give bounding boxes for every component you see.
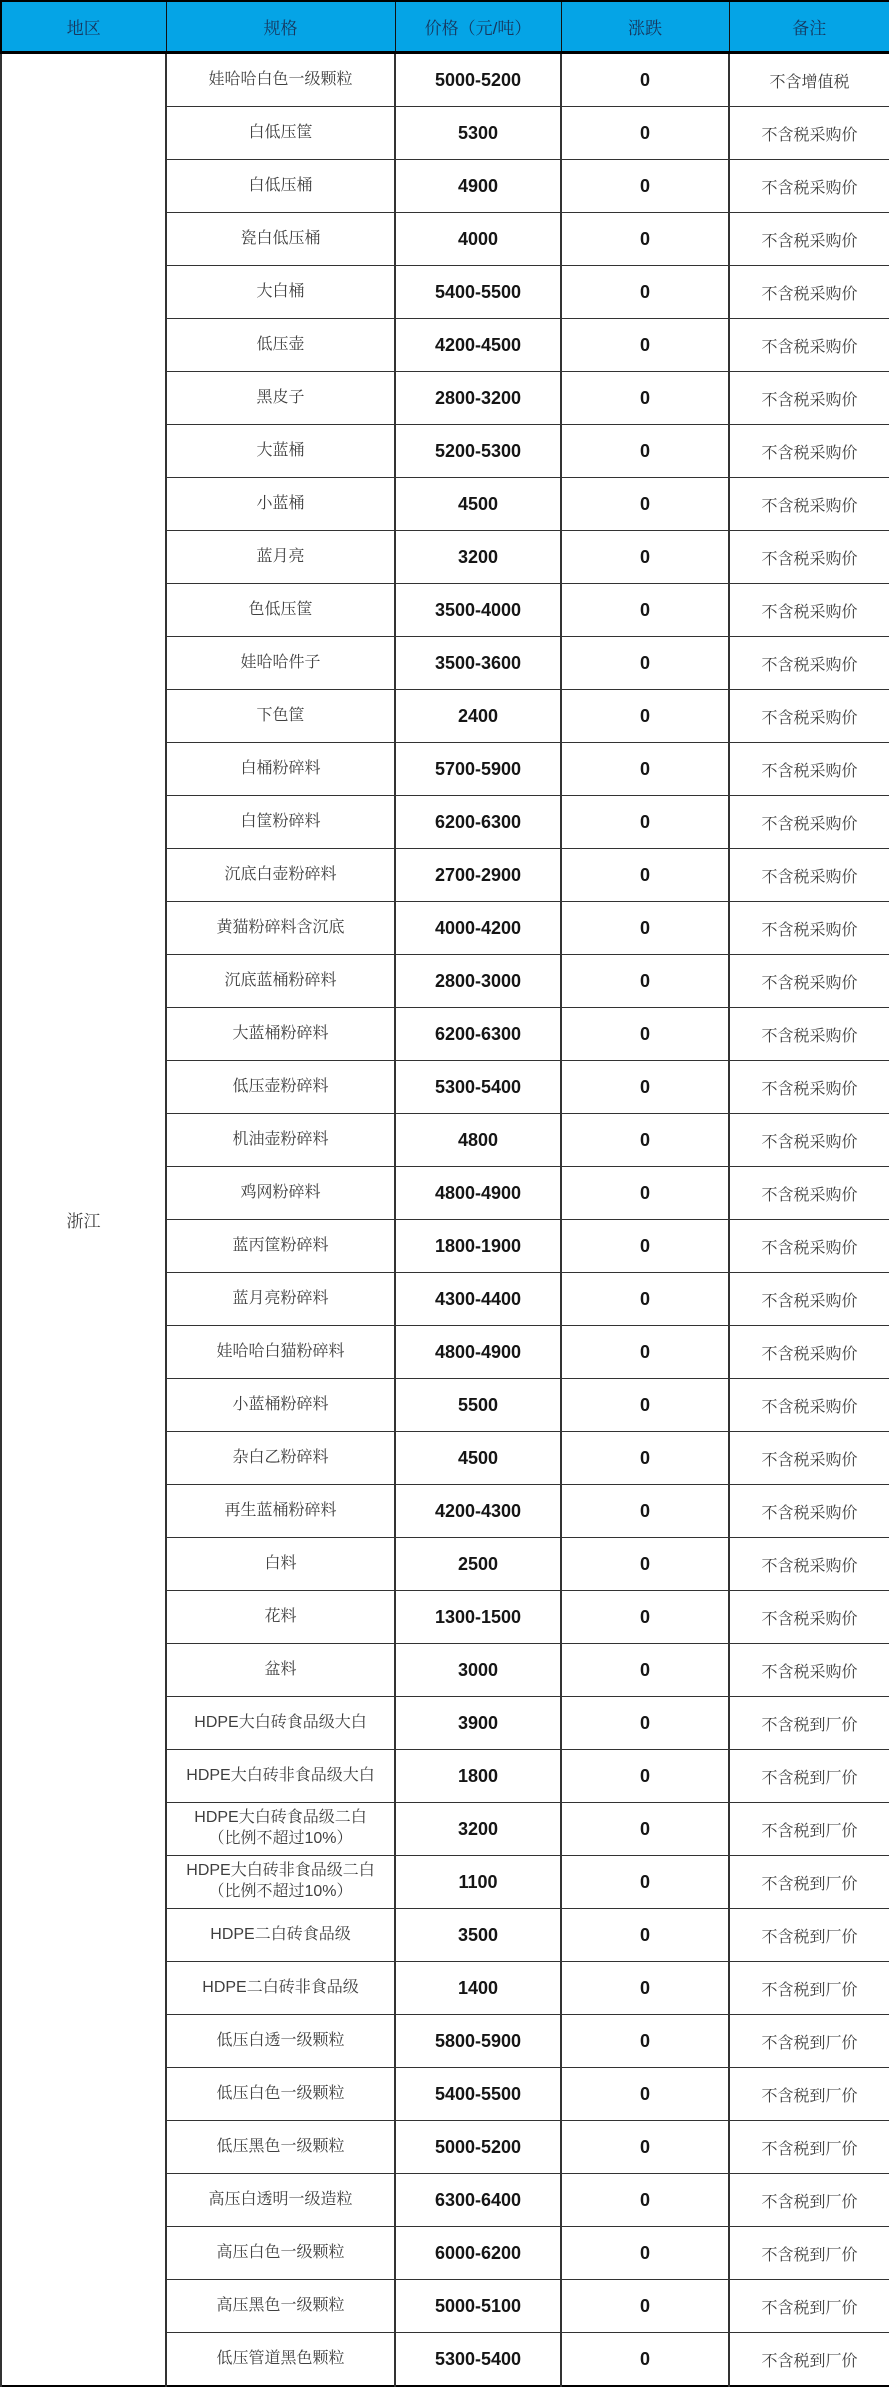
price-cell: 5700-5900	[395, 743, 561, 796]
spec-cell: 下色筐	[166, 690, 395, 743]
spec-cell: 杂白乙粉碎料	[166, 1432, 395, 1485]
spec-cell: 高压白透明一级造粒	[166, 2174, 395, 2227]
change-cell: 0	[561, 1962, 729, 2015]
note-cell: 不含税采购价	[729, 690, 889, 743]
spec-cell: 蓝月亮粉碎料	[166, 1273, 395, 1326]
change-cell: 0	[561, 1856, 729, 1909]
price-cell: 2800-3200	[395, 372, 561, 425]
spec-cell: HDPE二白砖食品级	[166, 1909, 395, 1962]
note-cell: 不含税到厂价	[729, 2068, 889, 2121]
note-cell: 不含税采购价	[729, 531, 889, 584]
header-cell-change: 涨跌	[561, 1, 729, 53]
table-row	[1, 53, 889, 107]
spec-cell: 低压壶粉碎料	[166, 1061, 395, 1114]
price-cell: 6300-6400	[395, 2174, 561, 2227]
price-cell: 3500	[395, 1909, 561, 1962]
change-cell: 0	[561, 1591, 729, 1644]
spec-cell: HDPE大白砖食品级大白	[166, 1697, 395, 1750]
change-cell: 0	[561, 1538, 729, 1591]
price-cell: 4800-4900	[395, 1167, 561, 1220]
price-cell: 5300	[395, 107, 561, 160]
change-cell: 0	[561, 213, 729, 266]
price-cell: 6000-6200	[395, 2227, 561, 2280]
change-cell: 0	[561, 1167, 729, 1220]
spec-cell: 大白桶	[166, 266, 395, 319]
spec-cell: 鸡网粉碎料	[166, 1167, 395, 1220]
price-cell: 2400	[395, 690, 561, 743]
spec-cell: 盆料	[166, 1644, 395, 1697]
note-cell: 不含税采购价	[729, 478, 889, 531]
table-body	[1, 53, 889, 2387]
change-cell: 0	[561, 2068, 729, 2121]
change-cell: 0	[561, 1220, 729, 1273]
change-cell: 0	[561, 372, 729, 425]
note-cell: 不含税采购价	[729, 425, 889, 478]
price-cell: 1100	[395, 1856, 561, 1909]
spec-cell: 机油壶粉碎料	[166, 1114, 395, 1167]
note-cell: 不含税采购价	[729, 584, 889, 637]
price-cell: 5200-5300	[395, 425, 561, 478]
price-cell: 3000	[395, 1644, 561, 1697]
header-row	[1, 1, 889, 53]
note-cell: 不含税到厂价	[729, 2121, 889, 2174]
note-cell: 不含税采购价	[729, 266, 889, 319]
spec-cell: 黄猫粉碎料含沉底	[166, 902, 395, 955]
price-cell: 4500	[395, 1432, 561, 1485]
note-cell: 不含税到厂价	[729, 1697, 889, 1750]
spec-cell: 蓝月亮	[166, 531, 395, 584]
change-cell: 0	[561, 1909, 729, 1962]
note-cell: 不含税采购价	[729, 319, 889, 372]
price-cell: 5800-5900	[395, 2015, 561, 2068]
price-cell: 4000	[395, 213, 561, 266]
price-cell: 3200	[395, 531, 561, 584]
price-cell: 5000-5100	[395, 2280, 561, 2333]
price-cell: 4800	[395, 1114, 561, 1167]
price-cell: 6200-6300	[395, 796, 561, 849]
price-cell: 2700-2900	[395, 849, 561, 902]
spec-cell: 小蓝桶粉碎料	[166, 1379, 395, 1432]
note-cell: 不含税采购价	[729, 372, 889, 425]
spec-cell: 沉底白壶粉碎料	[166, 849, 395, 902]
note-cell: 不含税到厂价	[729, 1962, 889, 2015]
change-cell: 0	[561, 743, 729, 796]
change-cell: 0	[561, 1803, 729, 1856]
spec-cell: 再生蓝桶粉碎料	[166, 1485, 395, 1538]
note-cell: 不含税采购价	[729, 902, 889, 955]
note-cell: 不含税到厂价	[729, 2227, 889, 2280]
change-cell: 0	[561, 107, 729, 160]
note-cell: 不含税到厂价	[729, 2280, 889, 2333]
change-cell: 0	[561, 849, 729, 902]
change-cell: 0	[561, 690, 729, 743]
spec-cell: HDPE大白砖非食品级二白（比例不超过10%）	[166, 1856, 395, 1909]
change-cell: 0	[561, 955, 729, 1008]
change-cell: 0	[561, 1008, 729, 1061]
spec-cell: 大蓝桶粉碎料	[166, 1008, 395, 1061]
note-cell: 不含税采购价	[729, 213, 889, 266]
spec-cell: 色低压筐	[166, 584, 395, 637]
note-cell: 不含增值税	[729, 53, 889, 107]
change-cell: 0	[561, 1061, 729, 1114]
price-cell: 4900	[395, 160, 561, 213]
spec-cell: HDPE二白砖非食品级	[166, 1962, 395, 2015]
spec-cell: 低压黑色一级颗粒	[166, 2121, 395, 2174]
price-cell: 3200	[395, 1803, 561, 1856]
price-cell: 1800-1900	[395, 1220, 561, 1273]
note-cell: 不含税到厂价	[729, 2015, 889, 2068]
change-cell: 0	[561, 1485, 729, 1538]
note-cell: 不含税到厂价	[729, 2174, 889, 2227]
note-cell: 不含税采购价	[729, 1538, 889, 1591]
note-cell: 不含税采购价	[729, 1326, 889, 1379]
price-cell: 3500-3600	[395, 637, 561, 690]
spec-cell: 白低压筐	[166, 107, 395, 160]
spec-cell: HDPE大白砖非食品级大白	[166, 1750, 395, 1803]
spec-cell: 蓝丙筐粉碎料	[166, 1220, 395, 1273]
price-cell: 5300-5400	[395, 2333, 561, 2387]
spec-cell: 黑皮子	[166, 372, 395, 425]
note-cell: 不含税采购价	[729, 743, 889, 796]
change-cell: 0	[561, 1326, 729, 1379]
change-cell: 0	[561, 1697, 729, 1750]
spec-cell: 低压壶	[166, 319, 395, 372]
change-cell: 0	[561, 2333, 729, 2387]
price-cell: 5500	[395, 1379, 561, 1432]
price-cell: 4200-4300	[395, 1485, 561, 1538]
header-cell-spec: 规格	[166, 1, 395, 53]
note-cell: 不含税采购价	[729, 1379, 889, 1432]
change-cell: 0	[561, 2174, 729, 2227]
price-cell: 5300-5400	[395, 1061, 561, 1114]
note-cell: 不含税采购价	[729, 796, 889, 849]
spec-cell: 白料	[166, 1538, 395, 1591]
note-cell: 不含税采购价	[729, 1591, 889, 1644]
spec-cell: 低压白透一级颗粒	[166, 2015, 395, 2068]
spec-cell: 白桶粉碎料	[166, 743, 395, 796]
price-cell: 4300-4400	[395, 1273, 561, 1326]
price-cell: 5400-5500	[395, 266, 561, 319]
change-cell: 0	[561, 1379, 729, 1432]
change-cell: 0	[561, 1750, 729, 1803]
change-cell: 0	[561, 2121, 729, 2174]
price-cell: 1300-1500	[395, 1591, 561, 1644]
price-cell: 3500-4000	[395, 584, 561, 637]
price-cell: 4000-4200	[395, 902, 561, 955]
spec-cell: 低压白色一级颗粒	[166, 2068, 395, 2121]
price-cell: 3900	[395, 1697, 561, 1750]
change-cell: 0	[561, 1432, 729, 1485]
change-cell: 0	[561, 531, 729, 584]
note-cell: 不含税采购价	[729, 107, 889, 160]
spec-cell: 大蓝桶	[166, 425, 395, 478]
spec-cell: 小蓝桶	[166, 478, 395, 531]
price-cell: 2500	[395, 1538, 561, 1591]
note-cell: 不含税采购价	[729, 1485, 889, 1538]
change-cell: 0	[561, 902, 729, 955]
spec-cell: 高压白色一级颗粒	[166, 2227, 395, 2280]
spec-cell: HDPE大白砖食品级二白（比例不超过10%）	[166, 1803, 395, 1856]
note-cell: 不含税采购价	[729, 1167, 889, 1220]
change-cell: 0	[561, 1114, 729, 1167]
change-cell: 0	[561, 796, 729, 849]
table-header	[1, 1, 889, 53]
change-cell: 0	[561, 160, 729, 213]
change-cell: 0	[561, 425, 729, 478]
price-cell: 5000-5200	[395, 2121, 561, 2174]
spec-cell: 高压黑色一级颗粒	[166, 2280, 395, 2333]
change-cell: 0	[561, 2015, 729, 2068]
change-cell: 0	[561, 319, 729, 372]
note-cell: 不含税到厂价	[729, 1750, 889, 1803]
spec-cell: 娃哈哈白猫粉碎料	[166, 1326, 395, 1379]
note-cell: 不含税到厂价	[729, 1803, 889, 1856]
header-cell-region: 地区	[1, 1, 166, 53]
note-cell: 不含税采购价	[729, 1061, 889, 1114]
change-cell: 0	[561, 584, 729, 637]
note-cell: 不含税采购价	[729, 1114, 889, 1167]
price-cell: 5000-5200	[395, 53, 561, 107]
note-cell: 不含税采购价	[729, 1273, 889, 1326]
header-cell-note: 备注	[729, 1, 889, 53]
price-cell: 1800	[395, 1750, 561, 1803]
note-cell: 不含税采购价	[729, 1220, 889, 1273]
note-cell: 不含税采购价	[729, 955, 889, 1008]
change-cell: 0	[561, 637, 729, 690]
spec-cell: 白筐粉碎料	[166, 796, 395, 849]
change-cell: 0	[561, 2280, 729, 2333]
price-cell: 4800-4900	[395, 1326, 561, 1379]
spec-cell: 沉底蓝桶粉碎料	[166, 955, 395, 1008]
note-cell: 不含税采购价	[729, 637, 889, 690]
note-cell: 不含税到厂价	[729, 1909, 889, 1962]
change-cell: 0	[561, 1273, 729, 1326]
spec-cell: 花料	[166, 1591, 395, 1644]
note-cell: 不含税采购价	[729, 1008, 889, 1061]
note-cell: 不含税到厂价	[729, 2333, 889, 2387]
header-cell-price: 价格（元/吨）	[395, 1, 561, 53]
region-cell: 浙江	[1, 53, 166, 2387]
price-cell: 4500	[395, 478, 561, 531]
spec-cell: 瓷白低压桶	[166, 213, 395, 266]
spec-cell: 白低压桶	[166, 160, 395, 213]
change-cell: 0	[561, 266, 729, 319]
price-cell: 2800-3000	[395, 955, 561, 1008]
price-cell: 5400-5500	[395, 2068, 561, 2121]
change-cell: 0	[561, 53, 729, 107]
note-cell: 不含税采购价	[729, 1432, 889, 1485]
spec-cell: 低压管道黑色颗粒	[166, 2333, 395, 2387]
change-cell: 0	[561, 1644, 729, 1697]
change-cell: 0	[561, 2227, 729, 2280]
note-cell: 不含税采购价	[729, 849, 889, 902]
price-cell: 6200-6300	[395, 1008, 561, 1061]
price-cell: 1400	[395, 1962, 561, 2015]
price-cell: 4200-4500	[395, 319, 561, 372]
note-cell: 不含税采购价	[729, 1644, 889, 1697]
note-cell: 不含税采购价	[729, 160, 889, 213]
spec-cell: 娃哈哈白色一级颗粒	[166, 53, 395, 107]
spec-cell: 娃哈哈件子	[166, 637, 395, 690]
change-cell: 0	[561, 478, 729, 531]
note-cell: 不含税到厂价	[729, 1856, 889, 1909]
